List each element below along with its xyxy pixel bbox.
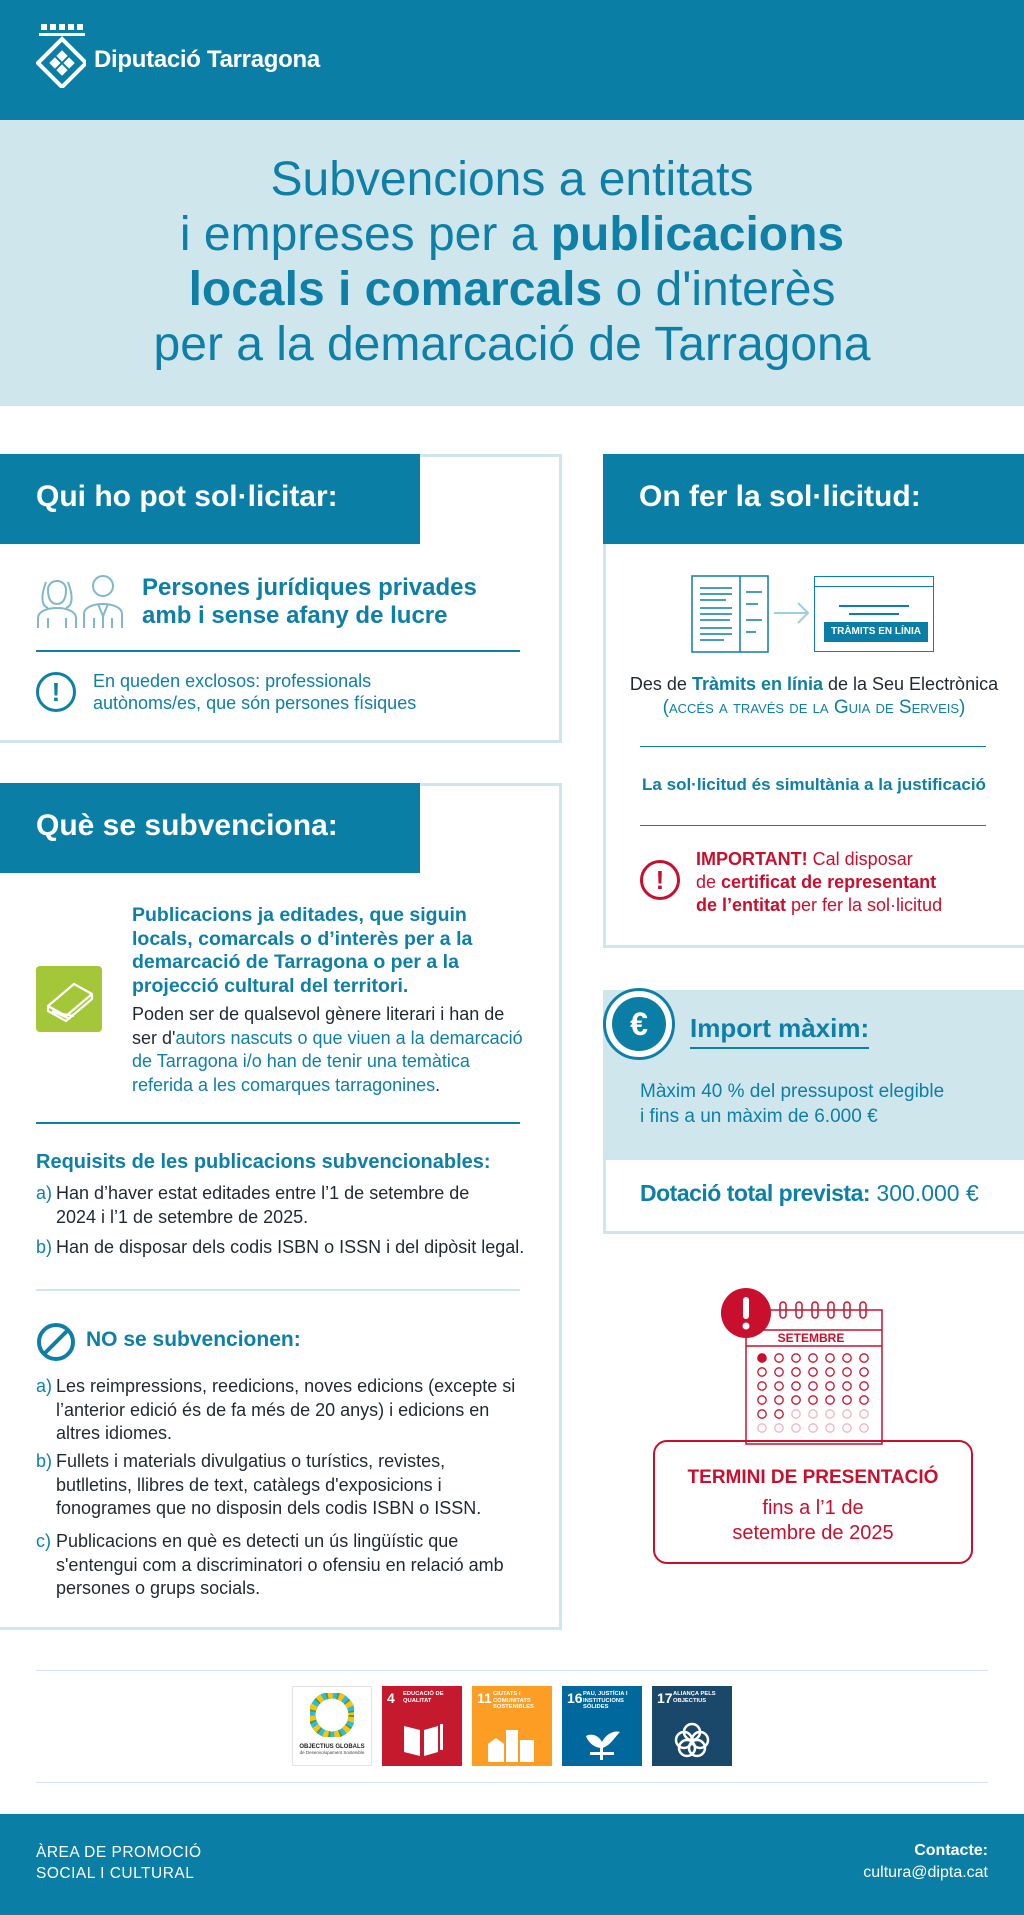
window-line [849,613,899,615]
requirements-list [36,1182,536,1262]
eligible-line-1: Persones jurídiques privades [142,574,477,601]
que-heading: Què se subvenciona: [0,783,420,873]
prohibited-icon [36,1322,76,1362]
list-item: a) Han d’haver estat editades entre l’1 de setembre de 2024 i l’1 de setembre de 2025. [36,1183,470,1227]
book-icon [36,966,102,1032]
sdg-global-title: OBJECTIUS GLOBALS [299,1744,365,1750]
sdg-goal-17: 17 ALIANÇA PELS OBJECTIUS [652,1686,732,1766]
subsidized-details: Poden ser de qualsevol gènere literari i han de ser d'autors nascuts o que viuen a la demarcació de Tarragona i/o han de tenir una temàtica referida a les comarques tarragonines. [132,1004,523,1095]
excluded-line-2: autònoms/es, que són persones físiques [93,693,417,713]
list-item: b) Fullets i materials divulgatius o turístics, revistes, butlletins, llibres de text, catàlegs d'exposicions i fonogrames que no disposin dels codis ISBN o ISSN. [36,1451,482,1518]
window-titlebar [815,577,933,587]
important-line-2: de certificat de representant [696,872,937,892]
calendar-day [758,1354,766,1362]
qui-heading: Qui ho pot sol·licitar: [0,454,420,544]
sdg-global-sub: de Desenvolupament Sostenible [299,1750,365,1755]
title-line-4: per a la demarcació de Tarragona [153,318,871,371]
eligible-line-2: amb i sense afany de lucre [142,602,448,629]
tramits-en-linia-button[interactable]: TRÀMITS EN LÍNIA [824,622,928,642]
divider [640,746,986,747]
city-icon [486,1722,538,1762]
divider [640,825,986,826]
sdg-goal-11: 11 CIUTATS I COMUNITATS SOSTENIBLES [472,1686,552,1766]
title-line-2: i empreses per a publicacions [179,208,845,261]
sdg-goal-4: 4 EDUCACIÓ DE QUALITAT [382,1686,462,1766]
sdg-global-tile [292,1686,372,1766]
not-subsidized-list [36,1375,522,1605]
calendar-icon [720,1288,886,1448]
excluded-note [93,670,513,714]
sdg-wheel-icon [310,1693,354,1737]
import-line-1: Màxim 40 % del pressupost elegible [640,1081,945,1102]
list-item: a) Les reimpressions, reedicions, noves edicions (excepte si l’anterior edició és de fa més de 20 anys) i edicions en altres idiomes. [36,1376,516,1443]
online-procedures-text [604,672,1024,720]
deadline-line-1: fins a l’1 de [762,1497,864,1519]
subsidized-description: Publicacions ja editades, que siguin locals, comarcals o d’interès per a la demarcació de Tarragona o per a la projecció cultural del territori. [132,904,473,997]
deadline-line-2: setembre de 2025 [732,1522,894,1544]
divider [36,1782,988,1783]
guia-serveis-link[interactable]: (accés a través de la Guia de Serveis) [662,697,966,718]
divider [36,1670,988,1671]
divider [36,1289,520,1291]
dove-gavel-icon [580,1722,624,1762]
euro-icon: € [603,988,675,1060]
list-item: c) Publicacions en què es detecti un ús lingüístic que s'entengui com a discriminatori o ofensiu en relació amb persones o grups socials. [36,1531,504,1598]
divider [36,1122,520,1124]
contact-label: Contacte: [914,1842,988,1859]
contact-email-link[interactable]: cultura@dipta.cat [863,1864,988,1881]
total-budget: Dotació total prevista: 300.000 € [640,1180,979,1206]
exclamation-icon: ! [36,672,76,712]
divider [36,650,520,652]
arrow-right-icon [772,600,812,626]
simultaneous-note: La sol·licitud és simultània a la justificació [642,775,986,794]
import-line-2: i fins a un màxim de 6.000 € [640,1106,878,1127]
import-heading: Import màxim: [690,1013,869,1049]
deadline-date [653,1496,973,1546]
important-note [696,848,996,917]
contact-block [863,1840,988,1884]
sdg-goal-16: 16 PAU, JUSTÍCIA I INSTITUCIONS SÒLIDES [562,1686,642,1766]
department-line-2: SOCIAL I CULTURAL [36,1865,195,1882]
on-heading: On fer la sol·licitud: [603,454,1024,544]
document-icon [690,574,770,654]
seu-line: Des de Tràmits en línia de la Seu Electrònica [629,674,999,694]
window-line [839,605,909,607]
important-line-1: IMPORTANT! Cal disposar [696,849,913,869]
book-open-icon [400,1720,444,1760]
page-title [0,152,1024,372]
title-line-3: locals i comarcals o d'interès [188,263,836,316]
eligible-persons [142,574,542,630]
deadline-heading: TERMINI DE PRESENTACIÓ [687,1467,939,1488]
diputacio-logo-icon [36,24,86,88]
department-name [36,1842,202,1884]
calendar-month: SETEMBRE [777,1331,845,1345]
alert-icon: ! [640,860,680,900]
title-line-1: Subvencions a entitats [270,153,754,206]
persons-icon [34,572,126,628]
important-line-3: de l’entitat per fer la sol·licitud [696,895,943,915]
not-subsidized-heading: NO se subvencionen: [86,1328,301,1351]
list-item: b) Han de disposar dels codis ISBN o ISSN i del dipòsit legal. [36,1237,525,1257]
excluded-line-1: En queden exclosos: professionals [93,671,372,691]
department-line-1: ÀREA DE PROMOCIÓ [36,1844,202,1861]
requirements-heading: Requisits de les publicacions subvencionables: [36,1151,491,1173]
import-details [640,1079,1010,1129]
partnership-icon [672,1720,712,1760]
org-name: Diputació Tarragona [94,46,320,73]
